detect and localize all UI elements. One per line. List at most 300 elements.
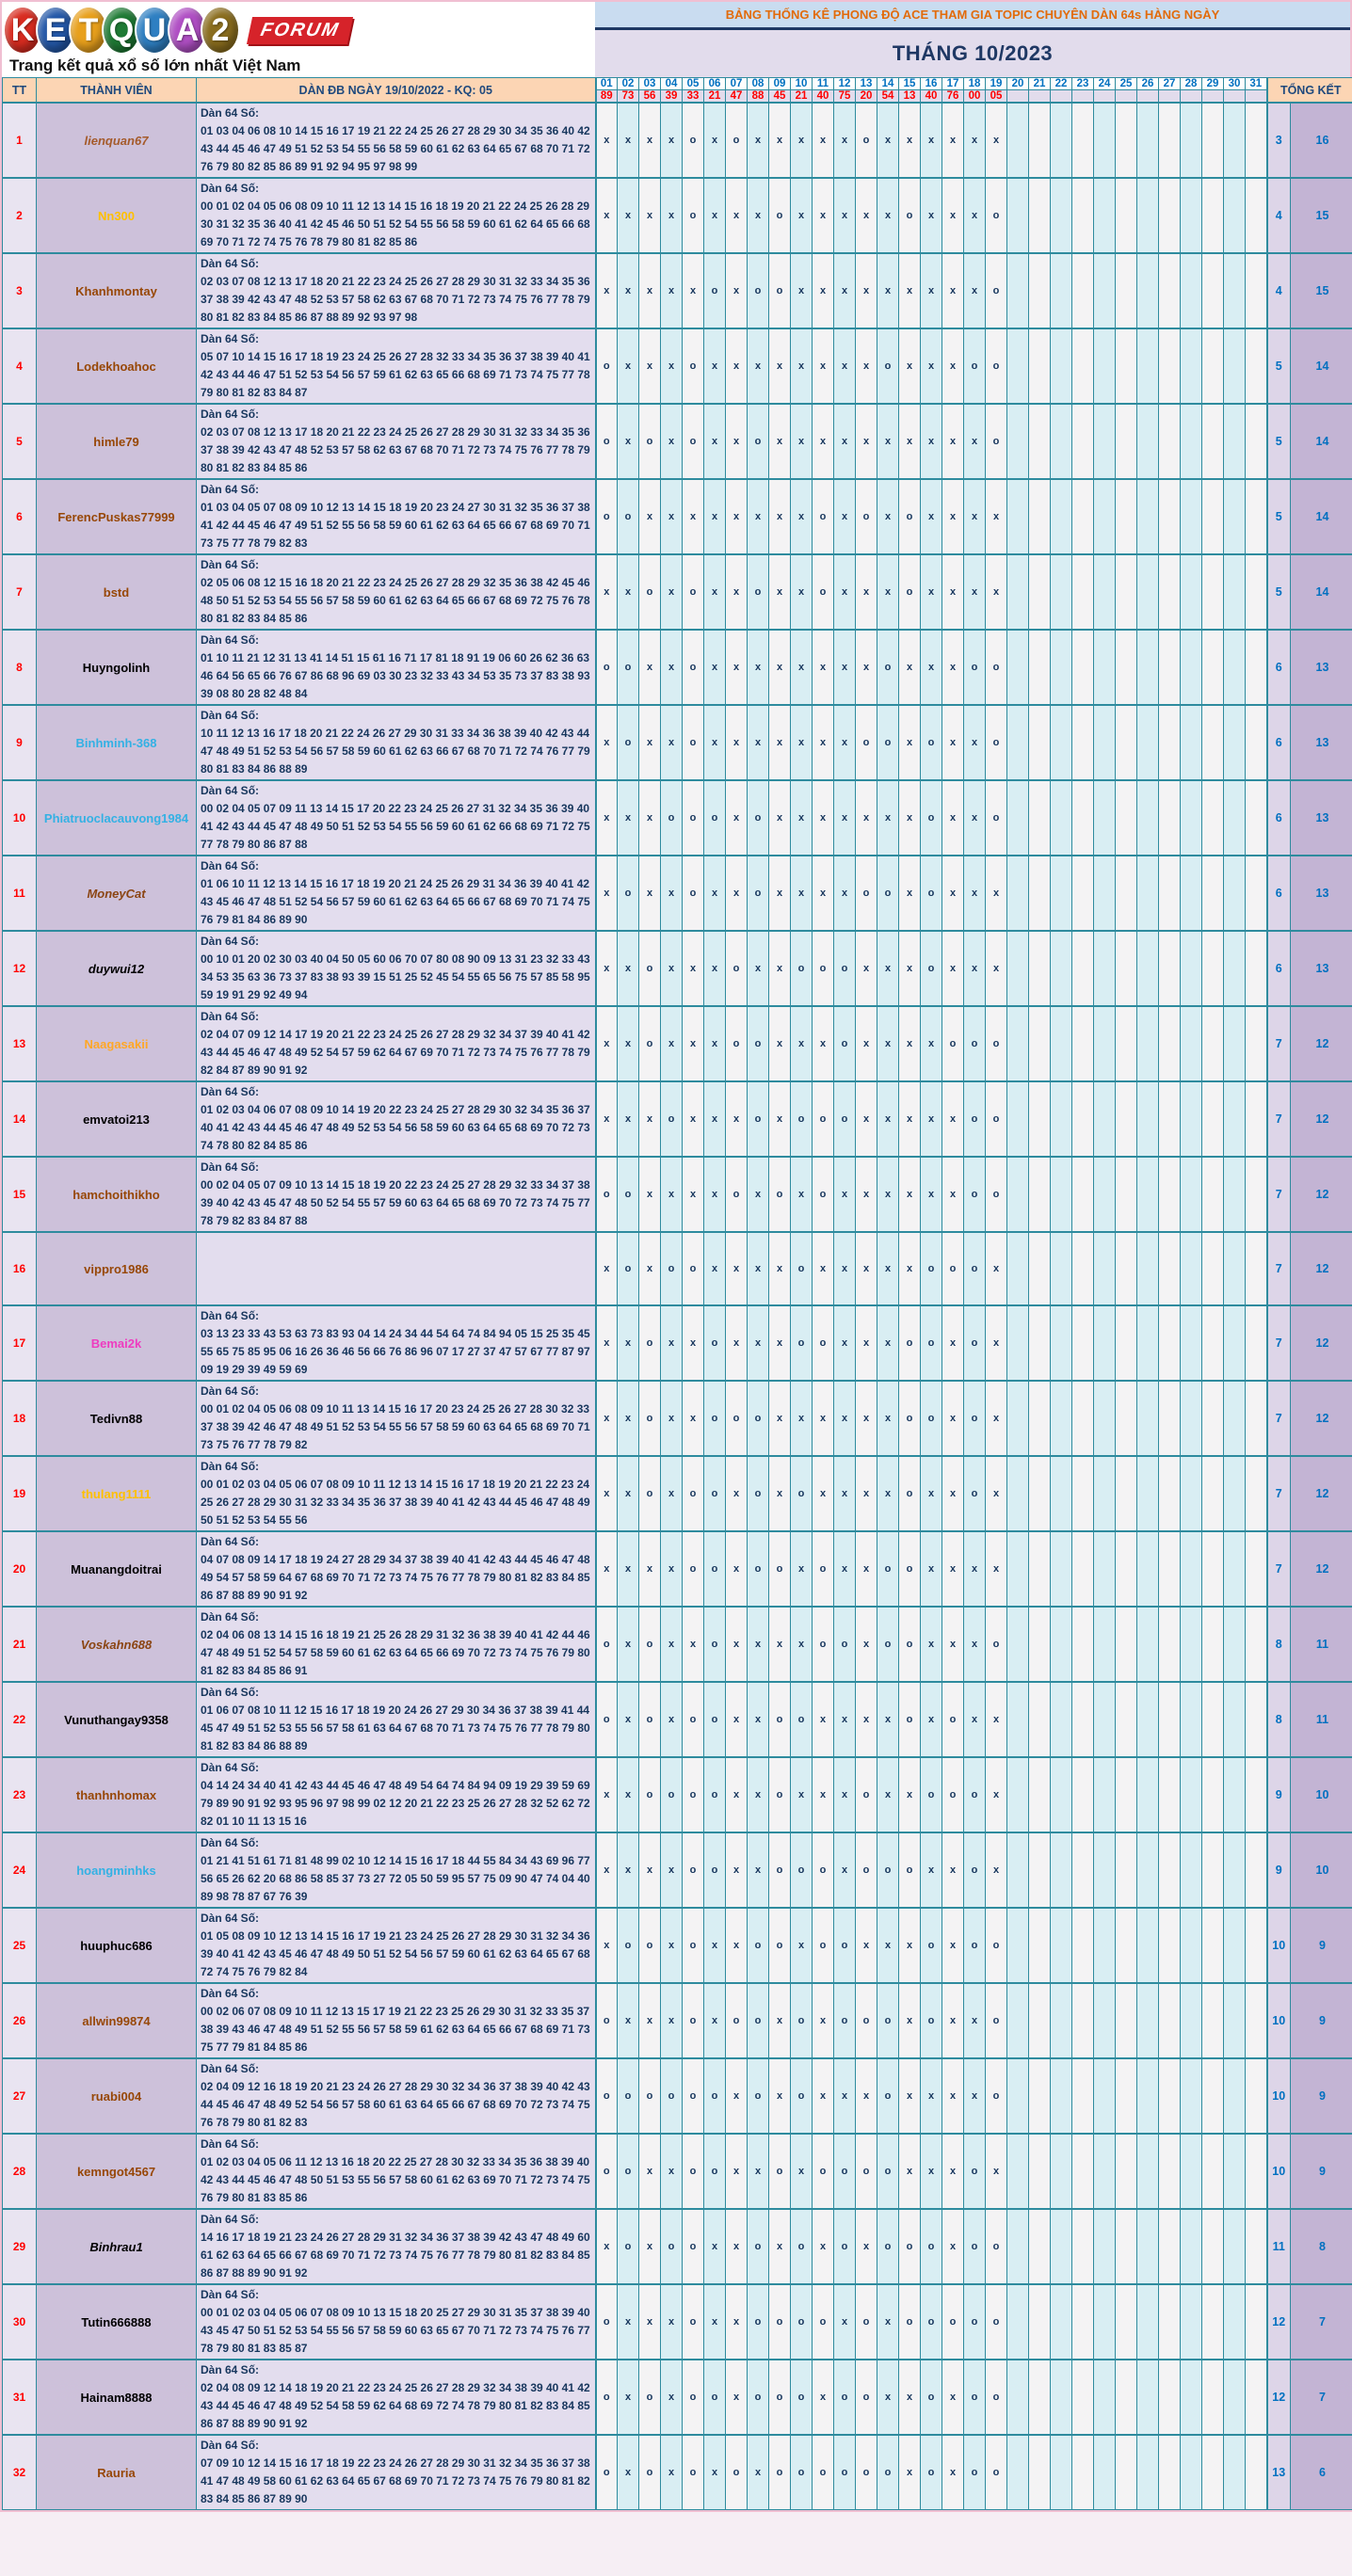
dan-label: Dàn 64 Số: <box>201 1535 260 1548</box>
day-mark-01: x <box>596 253 618 328</box>
day-mark-29 <box>1202 1456 1224 1531</box>
day-mark-07: x <box>726 1456 748 1531</box>
member-name[interactable]: FerencPuskas77999 <box>57 509 175 524</box>
day-mark-17: o <box>942 1232 964 1305</box>
day-mark-03: x <box>639 1157 661 1232</box>
day-mark-09: x <box>769 856 791 931</box>
day-mark-14: x <box>877 780 899 856</box>
kq-value-day-21 <box>1029 90 1051 104</box>
member-name[interactable]: MoneyCat <box>87 886 146 901</box>
day-mark-02: x <box>618 1081 639 1157</box>
day-mark-24 <box>1094 1305 1116 1381</box>
day-mark-15: o <box>899 178 921 253</box>
day-mark-14: o <box>877 328 899 404</box>
dan-numbers-cell <box>197 2360 596 2435</box>
day-mark-15: o <box>899 1607 921 1682</box>
day-mark-19: x <box>986 1757 1007 1832</box>
day-mark-18: o <box>964 1381 986 1456</box>
day-mark-15: x <box>899 1908 921 1983</box>
day-mark-13: o <box>856 2360 877 2435</box>
member-row-thulang1111 <box>3 1456 1352 1531</box>
day-mark-20 <box>1007 1757 1029 1832</box>
day-mark-05: o <box>683 1456 704 1531</box>
day-mark-23 <box>1072 2435 1094 2510</box>
site-logo[interactable] <box>2 2 595 77</box>
day-mark-15: o <box>899 1682 921 1757</box>
day-mark-22 <box>1051 630 1072 705</box>
day-mark-09: x <box>769 1456 791 1531</box>
member-name[interactable]: Phiatruoclacauvong1984 <box>43 810 189 825</box>
member-name[interactable]: hamchoithikho <box>72 1187 160 1202</box>
day-mark-03: o <box>639 1456 661 1531</box>
member-row-bstd <box>3 554 1352 630</box>
day-mark-24 <box>1094 1232 1116 1305</box>
member-cell <box>37 1682 197 1757</box>
day-mark-14: x <box>877 404 899 479</box>
day-mark-25 <box>1116 2284 1137 2360</box>
total-o-count: 12 <box>1267 2284 1291 2360</box>
day-mark-19: x <box>986 856 1007 931</box>
day-mark-09: o <box>769 1682 791 1757</box>
day-mark-03: x <box>639 479 661 554</box>
day-mark-09: x <box>769 630 791 705</box>
day-mark-13: x <box>856 404 877 479</box>
day-mark-21 <box>1029 404 1051 479</box>
dan-label: Dàn 64 Số: <box>201 2363 260 2376</box>
day-mark-09: x <box>769 554 791 630</box>
member-name[interactable]: hoangminhks <box>76 1863 156 1878</box>
day-mark-19: o <box>986 404 1007 479</box>
day-mark-26 <box>1137 328 1159 404</box>
member-cell <box>37 2435 197 2510</box>
day-mark-16: x <box>921 2134 942 2209</box>
day-mark-19: x <box>986 1682 1007 1757</box>
day-mark-21 <box>1029 479 1051 554</box>
day-mark-23 <box>1072 1983 1094 2058</box>
day-mark-27 <box>1159 2058 1181 2134</box>
member-name[interactable]: ruabi004 <box>90 2088 142 2104</box>
member-name[interactable]: kemngot4567 <box>76 2164 156 2179</box>
day-mark-16: x <box>921 253 942 328</box>
day-mark-17: x <box>942 479 964 554</box>
day-mark-15: x <box>899 253 921 328</box>
day-mark-31 <box>1246 554 1267 630</box>
day-mark-19: o <box>986 253 1007 328</box>
day-mark-14: x <box>877 1232 899 1305</box>
day-mark-15: o <box>899 1456 921 1531</box>
day-mark-23 <box>1072 554 1094 630</box>
dan-label: Dàn 64 Số: <box>201 2062 260 2075</box>
day-mark-29 <box>1202 103 1224 178</box>
dan-numbers: 02 04 09 12 16 18 19 20 21 23 24 26 27 28 29 30 32 34 36 37 38 39 40 42 43 44 45 46 47 48 49 52 54 56 57 58 60 61 63 64 65 66 67 68 69 70 72 73 74 75 76 78 79 80 81 82 83 <box>201 2080 590 2129</box>
day-mark-15: x <box>899 1232 921 1305</box>
day-mark-24 <box>1094 931 1116 1006</box>
member-name[interactable]: Khanhmontay <box>75 283 157 298</box>
day-header-08: 08 <box>748 78 769 90</box>
member-row-Phiatruoclacauvong1984 <box>3 780 1352 856</box>
day-mark-17: x <box>942 2209 964 2284</box>
day-mark-10: o <box>791 1305 813 1381</box>
dan-label: Dàn 64 Số: <box>201 106 260 120</box>
day-mark-23 <box>1072 1456 1094 1531</box>
day-mark-23 <box>1072 1757 1094 1832</box>
day-mark-12: x <box>834 1381 856 1456</box>
day-mark-31 <box>1246 1832 1267 1908</box>
day-mark-25 <box>1116 404 1137 479</box>
day-mark-09: x <box>769 479 791 554</box>
day-mark-23 <box>1072 1381 1094 1456</box>
day-mark-31 <box>1246 404 1267 479</box>
day-mark-20 <box>1007 931 1029 1006</box>
day-mark-10: o <box>791 2209 813 2284</box>
day-mark-05: x <box>683 1607 704 1682</box>
day-mark-27 <box>1159 1908 1181 1983</box>
dan-label: Dàn 64 Số: <box>201 709 260 722</box>
dan-numbers-cell <box>197 1682 596 1757</box>
day-mark-13: o <box>856 103 877 178</box>
day-mark-29 <box>1202 1682 1224 1757</box>
day-mark-13: x <box>856 1305 877 1381</box>
day-mark-12: o <box>834 1983 856 2058</box>
day-mark-10: x <box>791 856 813 931</box>
day-mark-03: o <box>639 931 661 1006</box>
day-mark-12: x <box>834 705 856 780</box>
day-mark-04: x <box>661 1607 683 1682</box>
day-mark-22 <box>1051 2209 1072 2284</box>
day-mark-10: o <box>791 1832 813 1908</box>
day-mark-15: x <box>899 328 921 404</box>
dan-numbers-cell <box>197 1456 596 1531</box>
member-row-MoneyCat <box>3 856 1352 931</box>
member-name[interactable]: Binhrau1 <box>89 2239 143 2254</box>
dan-numbers-cell <box>197 1081 596 1157</box>
day-mark-27 <box>1159 856 1181 931</box>
dan-numbers: 05 07 10 14 15 16 17 18 19 23 24 25 26 27 28 32 33 34 35 36 37 38 39 40 41 42 43 44 46 47 51 52 53 54 56 57 59 61 62 63 65 66 68 69 71 73 74 75 77 78 79 80 81 82 83 84 87 <box>201 350 590 399</box>
day-mark-13: o <box>856 1832 877 1908</box>
member-name[interactable]: Rauria <box>97 2465 136 2480</box>
member-cell <box>37 2058 197 2134</box>
member-name[interactable]: duywui12 <box>88 961 145 976</box>
member-name[interactable]: Bemai2k <box>90 1336 142 1351</box>
day-mark-10: o <box>791 1682 813 1757</box>
day-mark-25 <box>1116 1908 1137 1983</box>
kq-value-day-02: 73 <box>618 90 639 104</box>
day-mark-28 <box>1181 404 1202 479</box>
dan-numbers: 01 02 03 04 05 06 11 12 13 16 18 20 22 25 27 28 30 32 33 34 35 36 38 39 40 42 43 44 45 46 47 48 50 51 53 55 56 57 58 60 61 62 63 69 70 71 72 73 74 75 76 79 80 81 83 85 86 <box>201 2155 590 2204</box>
day-mark-14: x <box>877 103 899 178</box>
day-mark-29 <box>1202 554 1224 630</box>
member-name[interactable]: Hainam8888 <box>80 2390 153 2405</box>
day-mark-24 <box>1094 253 1116 328</box>
day-mark-18: o <box>964 1081 986 1157</box>
day-mark-28 <box>1181 479 1202 554</box>
total-o-count: 4 <box>1267 178 1291 253</box>
day-mark-26 <box>1137 1983 1159 2058</box>
day-mark-04: x <box>661 1983 683 2058</box>
day-mark-15: o <box>899 1381 921 1456</box>
day-mark-31 <box>1246 856 1267 931</box>
day-mark-11: x <box>813 1006 834 1081</box>
day-mark-18: x <box>964 1682 986 1757</box>
day-mark-28 <box>1181 178 1202 253</box>
day-mark-29 <box>1202 2435 1224 2510</box>
day-header-12: 12 <box>834 78 856 90</box>
dan-numbers-cell <box>197 404 596 479</box>
day-mark-23 <box>1072 780 1094 856</box>
total-x-count: 16 <box>1291 103 1352 178</box>
day-mark-20 <box>1007 1157 1029 1232</box>
day-header-16: 16 <box>921 78 942 90</box>
member-name[interactable]: Nn300 <box>97 208 136 223</box>
day-mark-11: x <box>813 2360 834 2435</box>
day-mark-31 <box>1246 931 1267 1006</box>
day-mark-21 <box>1029 1081 1051 1157</box>
day-mark-10: x <box>791 1607 813 1682</box>
day-mark-06: x <box>704 1983 726 2058</box>
day-mark-26 <box>1137 1531 1159 1607</box>
member-name[interactable]: Tutin666888 <box>81 2314 152 2329</box>
day-header-26: 26 <box>1137 78 1159 90</box>
day-mark-31 <box>1246 2058 1267 2134</box>
dan-numbers: 01 03 04 05 07 08 09 10 12 13 14 15 18 19 20 23 24 27 30 31 32 35 36 37 38 41 42 44 45 46 47 49 51 52 55 56 58 59 60 61 62 63 64 65 66 67 68 69 70 71 73 75 77 78 79 82 83 <box>201 501 590 550</box>
month-title: THÁNG 10/2023 <box>892 41 1054 65</box>
day-mark-19: x <box>986 1832 1007 1908</box>
dan-numbers: 01 06 10 11 12 13 14 15 16 17 18 19 20 21 24 25 26 29 31 34 36 39 40 41 42 43 45 46 47 48 51 52 54 56 57 59 60 61 62 63 64 65 66 67 68 69 70 71 74 75 76 79 81 84 86 89 90 <box>201 877 590 926</box>
day-mark-11: o <box>813 1832 834 1908</box>
day-mark-27 <box>1159 1456 1181 1531</box>
kq-value-day-03: 56 <box>639 90 661 104</box>
member-name[interactable]: bstd <box>103 584 130 600</box>
member-cell <box>37 630 197 705</box>
day-mark-20 <box>1007 253 1029 328</box>
day-mark-06: x <box>704 103 726 178</box>
day-header-20: 20 <box>1007 78 1029 90</box>
day-mark-04: o <box>661 2209 683 2284</box>
dan-numbers: 00 10 01 20 02 30 03 40 04 50 05 60 06 70 07 80 08 90 09 13 31 23 32 33 43 34 53 35 63 36 73 37 83 38 93 39 15 51 25 52 45 54 55 65 56 75 57 85 58 95 59 19 91 29 92 49 94 <box>201 952 590 1001</box>
ketqua2-logo-icon <box>9 6 240 55</box>
day-mark-08: x <box>748 328 769 404</box>
day-mark-02: x <box>618 1757 639 1832</box>
member-name[interactable]: huuphuc686 <box>80 1938 153 1953</box>
day-mark-05: o <box>683 1908 704 1983</box>
member-name[interactable]: Naagasakii <box>84 1036 149 1051</box>
day-mark-07: x <box>726 328 748 404</box>
member-name[interactable]: thulang1111 <box>81 1486 152 1501</box>
day-mark-06: x <box>704 404 726 479</box>
dan-numbers: 01 10 11 21 12 31 13 41 14 51 15 61 16 71 17 81 18 91 19 06 60 26 62 36 63 46 64 56 65 66 76 67 86 68 96 69 03 30 23 32 33 43 34 53 35 73 37 83 38 93 39 08 80 28 82 48 84 <box>201 651 590 700</box>
day-mark-07: x <box>726 780 748 856</box>
day-mark-16: x <box>921 1682 942 1757</box>
day-mark-19: x <box>986 1381 1007 1456</box>
day-mark-21 <box>1029 1232 1051 1305</box>
day-mark-05: o <box>683 1682 704 1757</box>
dan-numbers: 02 04 07 09 12 14 17 19 20 21 22 23 24 25 26 27 28 29 32 34 37 39 40 41 42 43 44 45 46 47 48 49 52 54 57 59 62 64 67 69 70 71 72 73 74 75 76 77 78 79 82 84 87 89 90 91 92 <box>201 1028 590 1077</box>
member-name[interactable]: Lodekhoahoc <box>76 359 156 374</box>
day-mark-04: o <box>661 1757 683 1832</box>
day-mark-16: o <box>921 1757 942 1832</box>
day-mark-13: x <box>856 1456 877 1531</box>
day-mark-12: o <box>834 2134 856 2209</box>
member-name[interactable]: allwin99874 <box>82 2013 151 2028</box>
day-mark-18: x <box>964 253 986 328</box>
total-o-count: 5 <box>1267 404 1291 479</box>
day-mark-12: x <box>834 1832 856 1908</box>
day-mark-16: o <box>921 1908 942 1983</box>
day-mark-29 <box>1202 780 1224 856</box>
day-mark-14: x <box>877 1456 899 1531</box>
day-mark-11: o <box>813 2435 834 2510</box>
row-rank: 30 <box>3 2284 37 2360</box>
board-title-bar <box>595 2 1350 30</box>
day-mark-20 <box>1007 1983 1029 2058</box>
day-mark-07: x <box>726 1531 748 1607</box>
kq-value-day-08: 88 <box>748 90 769 104</box>
day-mark-29 <box>1202 1531 1224 1607</box>
day-mark-05: o <box>683 103 704 178</box>
day-mark-27 <box>1159 328 1181 404</box>
day-mark-04: x <box>661 178 683 253</box>
day-mark-25 <box>1116 1006 1137 1081</box>
day-mark-20 <box>1007 2209 1029 2284</box>
dan-numbers: 02 03 07 08 12 13 17 18 20 21 22 23 24 25 26 27 28 29 30 31 32 33 34 35 36 37 38 39 42 43 47 48 52 53 57 58 62 63 67 68 70 71 72 73 74 75 76 77 78 79 80 81 82 83 84 85 86 <box>201 425 590 474</box>
day-mark-04: x <box>661 1832 683 1908</box>
member-cell <box>37 2360 197 2435</box>
day-mark-24 <box>1094 1381 1116 1456</box>
member-name[interactable]: lienquan67 <box>84 133 149 148</box>
day-header-01: 01 <box>596 78 618 90</box>
day-mark-25 <box>1116 103 1137 178</box>
day-mark-30 <box>1224 630 1246 705</box>
total-x-count: 8 <box>1291 2209 1352 2284</box>
member-name[interactable]: Huyngolinh <box>82 660 151 675</box>
day-mark-19: o <box>986 1607 1007 1682</box>
member-name[interactable]: vippro1986 <box>84 1261 149 1276</box>
dan-numbers-cell <box>197 178 596 253</box>
day-mark-13: x <box>856 931 877 1006</box>
day-mark-07: x <box>726 1232 748 1305</box>
day-mark-14: x <box>877 931 899 1006</box>
day-mark-16: x <box>921 1456 942 1531</box>
member-name[interactable]: Voskahn688 <box>80 1637 153 1652</box>
day-mark-16: x <box>921 1157 942 1232</box>
day-mark-27 <box>1159 404 1181 479</box>
member-name[interactable]: Binhminh-368 <box>75 735 157 750</box>
day-mark-30 <box>1224 1081 1246 1157</box>
day-mark-21 <box>1029 554 1051 630</box>
day-mark-17: x <box>942 931 964 1006</box>
day-mark-24 <box>1094 705 1116 780</box>
day-mark-01: x <box>596 1908 618 1983</box>
day-mark-22 <box>1051 1983 1072 2058</box>
day-mark-10: x <box>791 479 813 554</box>
day-mark-20 <box>1007 1908 1029 1983</box>
day-mark-25 <box>1116 1531 1137 1607</box>
day-mark-09: x <box>769 1006 791 1081</box>
day-mark-06: x <box>704 1006 726 1081</box>
dan-numbers: 00 01 02 04 05 06 08 09 10 11 12 13 14 15 16 18 19 20 21 22 24 25 26 28 29 30 31 32 35 36 40 41 42 45 46 50 51 52 54 55 56 58 59 60 61 62 64 65 66 68 69 70 71 72 74 75 76 78 79 80 81 82 85 86 <box>201 200 590 248</box>
day-mark-09: x <box>769 780 791 856</box>
day-mark-10: x <box>791 1531 813 1607</box>
day-mark-12: x <box>834 856 856 931</box>
day-mark-22 <box>1051 1232 1072 1305</box>
day-mark-22 <box>1051 2435 1072 2510</box>
day-mark-01: x <box>596 856 618 931</box>
dan-label: Dàn 64 Số: <box>201 1610 260 1624</box>
day-mark-17: o <box>942 2284 964 2360</box>
day-mark-03: x <box>639 1081 661 1157</box>
day-mark-03: x <box>639 103 661 178</box>
dan-numbers-cell <box>197 253 596 328</box>
day-mark-22 <box>1051 1456 1072 1531</box>
day-mark-20 <box>1007 1456 1029 1531</box>
day-mark-03: x <box>639 1983 661 2058</box>
total-x-count: 9 <box>1291 1983 1352 2058</box>
day-mark-21 <box>1029 780 1051 856</box>
logo-letter: Q <box>102 6 141 55</box>
day-mark-14: o <box>877 1983 899 2058</box>
day-mark-20 <box>1007 856 1029 931</box>
member-name[interactable]: Muanangdoitrai <box>71 1561 162 1576</box>
day-mark-26 <box>1137 1456 1159 1531</box>
day-header-15: 15 <box>899 78 921 90</box>
day-mark-12: x <box>834 1157 856 1232</box>
day-mark-15: x <box>899 2134 921 2209</box>
day-mark-04: x <box>661 554 683 630</box>
day-mark-15: o <box>899 479 921 554</box>
member-row-Rauria <box>3 2435 1352 2510</box>
day-mark-20 <box>1007 705 1029 780</box>
member-name[interactable]: himle79 <box>93 434 139 449</box>
day-mark-21 <box>1029 328 1051 404</box>
day-mark-26 <box>1137 554 1159 630</box>
row-rank: 11 <box>3 856 37 931</box>
day-mark-26 <box>1137 2284 1159 2360</box>
member-row-Hainam8888 <box>3 2360 1352 2435</box>
day-mark-17: x <box>942 1381 964 1456</box>
day-mark-31 <box>1246 1682 1267 1757</box>
total-o-count: 4 <box>1267 253 1291 328</box>
day-mark-02: o <box>618 2209 639 2284</box>
day-mark-26 <box>1137 1757 1159 1832</box>
day-header-29: 29 <box>1202 78 1224 90</box>
day-mark-07: x <box>726 1682 748 1757</box>
day-mark-31 <box>1246 328 1267 404</box>
day-mark-25 <box>1116 1983 1137 2058</box>
day-mark-31 <box>1246 1081 1267 1157</box>
day-header-19: 19 <box>986 78 1007 90</box>
day-mark-22 <box>1051 554 1072 630</box>
day-mark-23 <box>1072 2058 1094 2134</box>
col-header-member: THÀNH VIÊN <box>37 78 197 104</box>
day-mark-02: x <box>618 1983 639 2058</box>
member-name[interactable]: thanhnhomax <box>75 1787 157 1802</box>
day-mark-08: x <box>748 2134 769 2209</box>
day-mark-31 <box>1246 1232 1267 1305</box>
day-mark-15: o <box>899 2284 921 2360</box>
row-rank: 19 <box>3 1456 37 1531</box>
day-mark-08: x <box>748 1232 769 1305</box>
day-mark-05: x <box>683 253 704 328</box>
day-mark-28 <box>1181 1081 1202 1157</box>
day-mark-10: x <box>791 1157 813 1232</box>
day-mark-24 <box>1094 554 1116 630</box>
member-name[interactable]: Tedivn88 <box>89 1411 143 1426</box>
member-name[interactable]: Vunuthangay9358 <box>64 1712 169 1727</box>
day-mark-05: o <box>683 2134 704 2209</box>
day-header-09: 09 <box>769 78 791 90</box>
day-mark-03: o <box>639 2360 661 2435</box>
member-name[interactable]: emvatoi213 <box>83 1112 150 1127</box>
